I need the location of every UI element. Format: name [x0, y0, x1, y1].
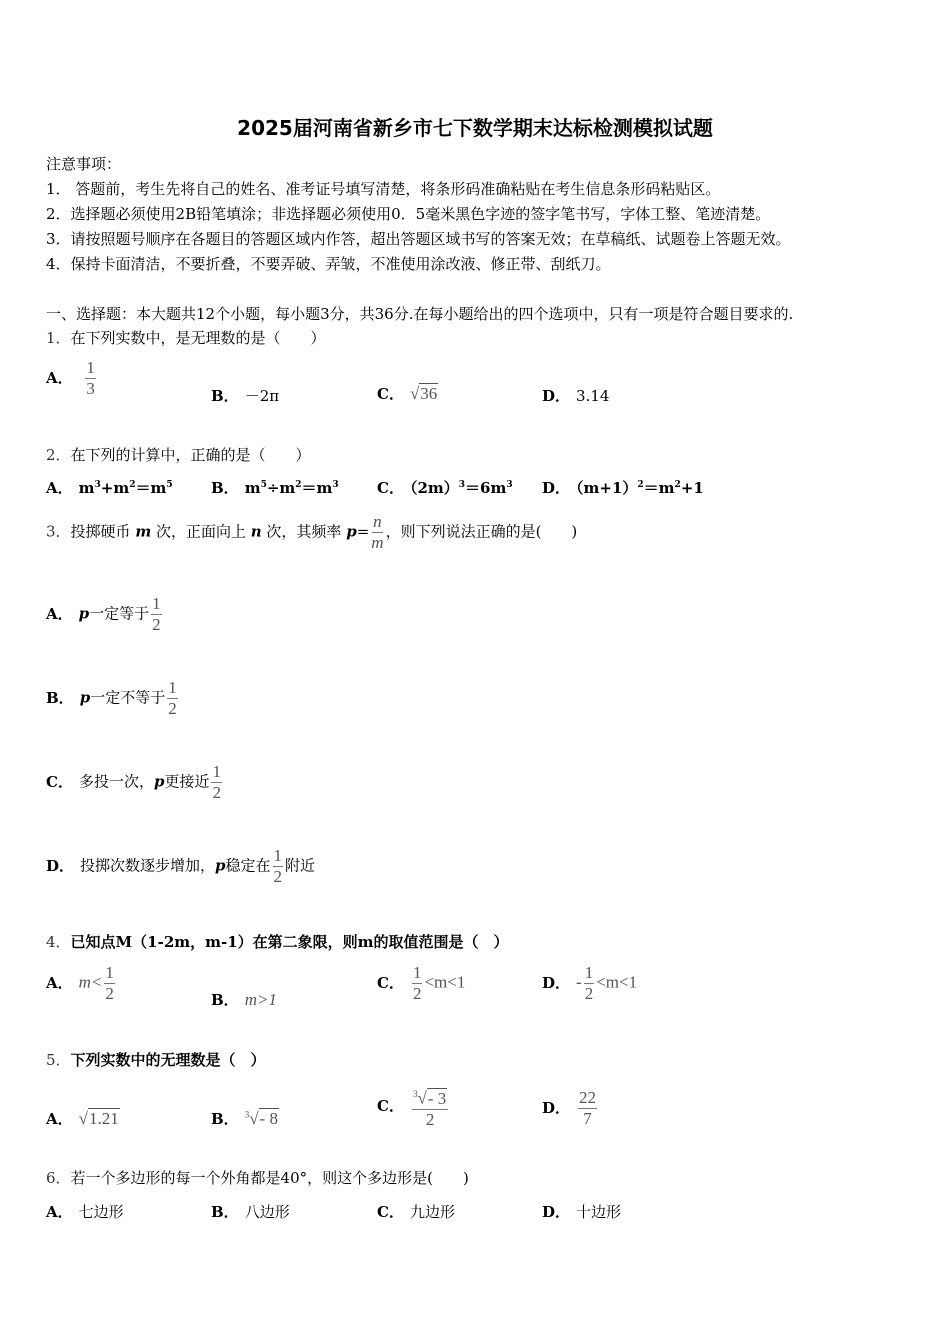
q1-option-c[interactable]: C． √36 — [377, 384, 438, 403]
notice-item: 4．保持卡面清洁，不要折叠，不要弄破、弄皱，不准使用涂改液、修正带、刮纸刀。 — [46, 255, 611, 273]
q2-option-c[interactable]: C． $(2m)^3=6m^3$ — [377, 479, 513, 497]
question-text: 在下列实数中，是无理数的是（ ） — [70, 329, 326, 347]
option-label: A． — [46, 368, 73, 387]
question-4: 4．已知点M（1-2m，m-1）在第二象限，则m的取值范围是（ ） — [46, 933, 509, 951]
q1-option-b[interactable]: B． －2π — [211, 387, 280, 405]
q2-option-d[interactable]: D． $(m+1)^2=m^2+1$ — [542, 479, 704, 497]
q4-option-d[interactable]: D． - $\frac{1}{2}$ <m<1 — [542, 963, 638, 1003]
question-2: 2．在下列的计算中，正确的是（ ） — [46, 446, 311, 464]
sqrt-expression: √36 — [409, 384, 438, 403]
q3-option-b[interactable]: B． p一定不等于 $\frac{1}{2}$ — [46, 678, 177, 718]
question-1 — [46, 327, 326, 348]
q6-option-d[interactable]: D． 十边形 — [542, 1203, 622, 1221]
fraction: $\frac{n}{m}$ — [371, 512, 384, 552]
q6-option-a[interactable]: A． 七边形 — [46, 1203, 124, 1221]
question-number: 1． — [46, 329, 71, 347]
notice-item: 2．选择题必须使用2B铅笔填涂；非选择题必须使用0．5毫米黑色字迹的签字笔书写，字体工整、笔迹清楚。 — [46, 205, 771, 223]
q5-option-a[interactable]: A． √1.21 — [46, 1109, 119, 1128]
q5-option-d[interactable]: D． $\frac{22}{7}$ — [542, 1088, 597, 1128]
q3-option-a[interactable]: A． p一定等于 $\frac{1}{2}$ — [46, 594, 161, 634]
fraction: $\frac{1}{3}$ — [86, 358, 95, 398]
q4-option-a[interactable]: A． m< $\frac{1}{2}$ — [46, 963, 114, 1003]
question-6: 6．若一个多边形的每一个外角都是40°，则这个多边形是( ) — [46, 1169, 469, 1187]
q4-option-b[interactable]: B． m>1 — [211, 990, 277, 1009]
q6-option-c[interactable]: C． 九边形 — [377, 1203, 455, 1221]
q6-option-b[interactable]: B． 八边形 — [211, 1203, 290, 1221]
notice-item: 1． 答题前，考生先将自己的姓名、准考证号填写清楚，将条形码准确粘贴在考生信息条形码粘贴区。 — [46, 180, 721, 198]
page-title: 2025届河南省新乡市七下数学期末达标检测模拟试题 — [237, 116, 713, 140]
q2-option-b[interactable]: B． $m^5\div m^2=m^3$ — [211, 479, 339, 497]
q2-option-a[interactable]: A． $m^3+m^2=m^5$ — [46, 479, 173, 497]
notice-item: 3．请按照题号顺序在各题目的答题区域内作答，超出答题区域书写的答案无效；在草稿纸、试题卷上答题无效。 — [46, 230, 791, 248]
q5-option-c[interactable]: C． $\frac{^3√- 3}{2}$ — [377, 1084, 450, 1130]
q3-option-d[interactable]: D． 投掷次数逐步增加，p稳定在 $\frac{1}{2}$ 附近 — [46, 846, 316, 886]
section-heading: 一、选择题：本大题共12个小题，每小题3分，共36分.在每小题给出的四个选项中，只有一项是符合题目要求的. — [46, 305, 794, 323]
q3-option-c[interactable]: C． 多投一次，p更接近 $\frac{1}{2}$ — [46, 762, 221, 802]
q4-option-c[interactable]: C． $\frac{1}{2}$ <m<1 — [377, 963, 466, 1003]
question-5: 5．下列实数中的无理数是（ ） — [46, 1051, 266, 1069]
q1-option-d[interactable]: D． 3.14 — [542, 387, 610, 405]
question-3: 3．投掷硬币 m 次，正面向上 n 次，其频率 p= $\frac{n}{m}$ ，则下列说法正确的是( ) — [46, 512, 578, 552]
notice-heading: 注意事项： — [46, 155, 122, 173]
q5-option-b[interactable]: B． $^3$√- 8 — [211, 1109, 278, 1128]
q1-option-a[interactable] — [46, 358, 98, 399]
